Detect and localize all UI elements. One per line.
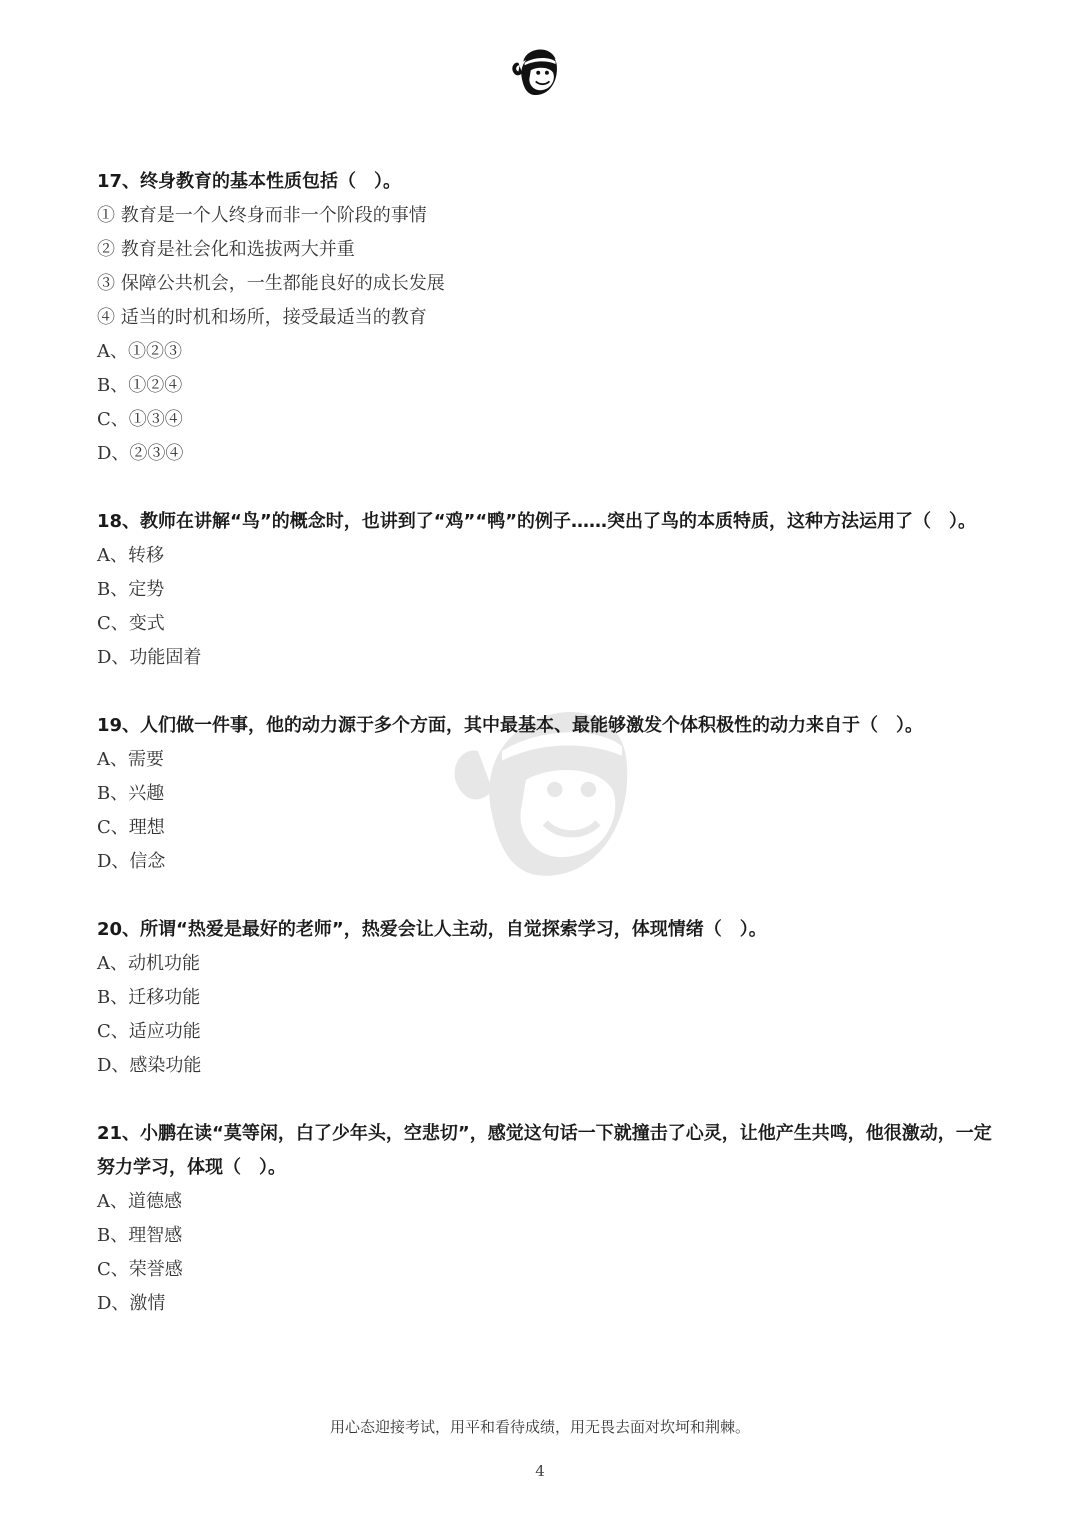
option: A、需要 [97, 749, 164, 770]
option: B、定势 [97, 579, 165, 600]
footer-quote: 用心态迎接考试，用平和看待成绩，用无畏去面对坎坷和荆棘。 [329, 1418, 750, 1436]
page-number: 4 [535, 1462, 545, 1480]
option: B、迁移功能 [97, 987, 201, 1008]
question-title: 20、所谓“热爱是最好的老师”，热爱会让人主动，自觉探索学习，体现情绪（ ）。 [97, 919, 767, 940]
question-list [97, 165, 997, 1355]
question-20 [97, 913, 997, 1083]
statement: ④ 适当的时机和场所，接受最适当的教育 [97, 307, 427, 328]
option: B、理智感 [97, 1225, 183, 1246]
question-19 [97, 709, 997, 879]
question-18 [97, 505, 997, 675]
statement: ② 教育是社会化和选拔两大并重 [97, 239, 355, 260]
option: D、信念 [97, 851, 166, 872]
question-title: 19、人们做一件事，他的动力源于多个方面，其中最基本、最能够激发个体积极性的动力来自于（ ）。 [97, 715, 924, 736]
option: C、适应功能 [97, 1021, 201, 1042]
option: C、荣誉感 [97, 1259, 183, 1280]
monkey-mascot-icon [506, 38, 568, 100]
option: C、理想 [97, 817, 165, 838]
question-title: 21、小鹏在读“莫等闲，白了少年头，空悲切”，感觉这句话一下就撞击了心灵，让他产生共鸣，他很激动，一定努力学习，体现（ ）。 [97, 1123, 992, 1178]
statement: ① 教育是一个人终身而非一个阶段的事情 [97, 205, 427, 226]
option: A、转移 [97, 545, 164, 566]
option: D、②③④ [97, 443, 184, 464]
option: A、道德感 [97, 1191, 182, 1212]
question-title: 18、教师在讲解“鸟”的概念时，也讲到了“鸡”“鸭”的例子……突出了鸟的本质特质，这种方法运用了（ ）。 [97, 511, 977, 532]
option: C、①③④ [97, 409, 183, 430]
option: D、感染功能 [97, 1055, 202, 1076]
option: B、兴趣 [97, 783, 165, 804]
question-title: 17、终身教育的基本性质包括（ ）。 [97, 171, 402, 192]
option: D、功能固着 [97, 647, 202, 668]
option: C、变式 [97, 613, 165, 634]
option: A、①②③ [97, 341, 182, 362]
statement: ③ 保障公共机会，一生都能良好的成长发展 [97, 273, 445, 294]
option: B、①②④ [97, 375, 183, 396]
question-21 [97, 1117, 997, 1321]
option: A、动机功能 [97, 953, 200, 974]
option: D、激情 [97, 1293, 166, 1314]
question-17 [97, 165, 997, 471]
